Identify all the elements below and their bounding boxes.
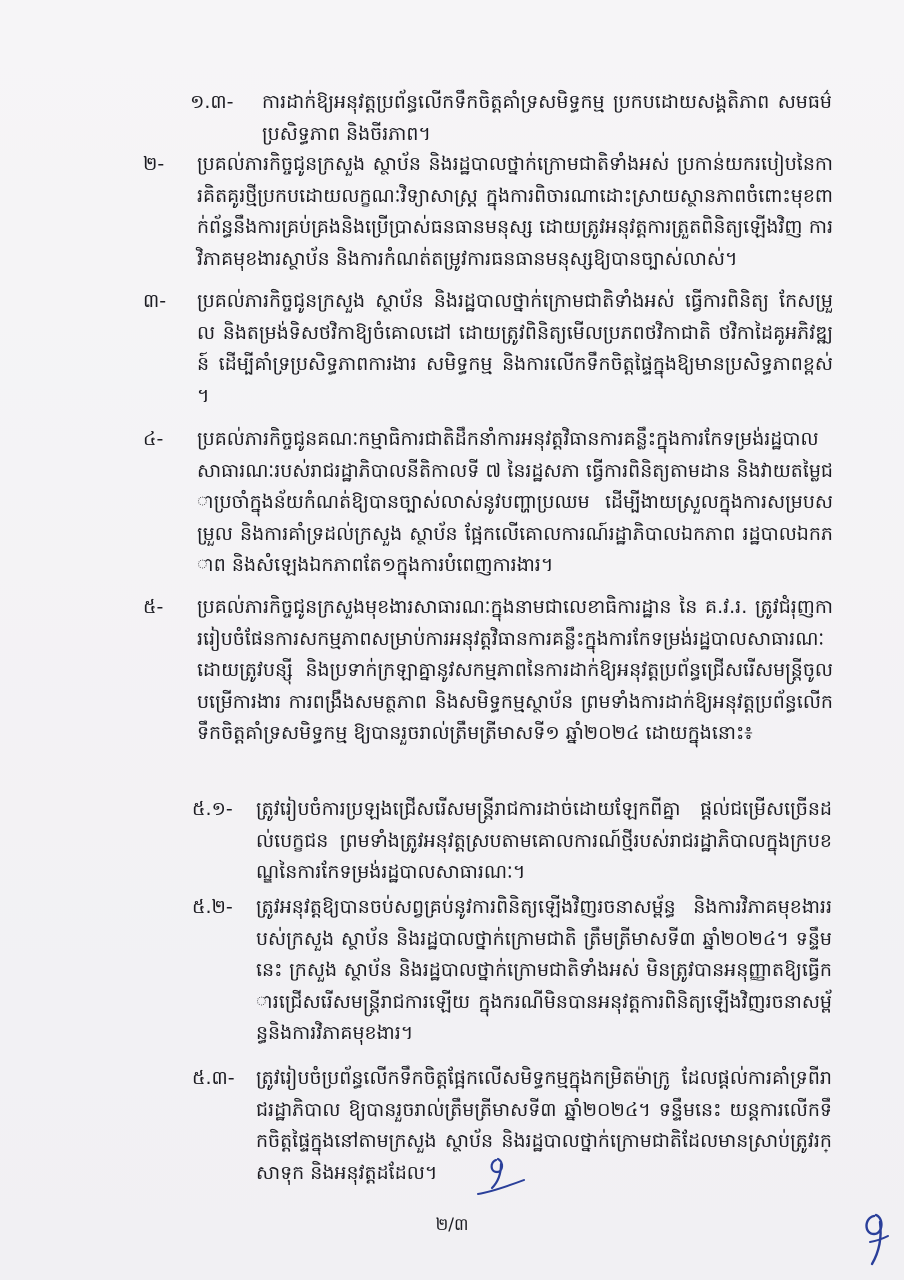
item-text: ប្រគល់ភារកិច្ចជូនក្រសួង ស្ថាប័ន និងរដ្ឋបាលថ្នាក់ក្រោមជាតិទាំងអស់ ធ្វើការពិនិត្យ កែសម្រួល និងតម្រង់ទិសថវិកាឱ្យចំគោលដៅ ដោយត្រូវពិនិត្យមើលប្រភពថវិកាជាតិ ថវិកាដៃគូអភិវឌ្ឍន៍ ដើម្បីគាំទ្រប្រសិទ្ធភាពការងារ សមិទ្ធកម្ម និងការលើកទឹកចិត្តផ្ទៃក្នុងឱ្យមានប្រសិទ្ធភាពខ្ពស់។ [197,290,833,407]
item-text: ត្រូវរៀបចំប្រព័ន្ធលើកទឹកចិត្តផ្អែកលើសមិទ្ធកម្មក្នុងកម្រិតម៉ាក្រូ ដែលផ្តល់ការគាំទ្រពីរាជរដ្ឋាភិបាល ឱ្យបានរួចរាល់ត្រឹមត្រីមាសទី៣ ឆ្នាំ២០២៤។ ទន្ទឹមនេះ យន្តការលើកទឹកចិត្តផ្ទៃក្នុងនៅតាមក្រសួង ស្ថាប័ន និងរដ្ឋបាលថ្នាក់ក្រោមជាតិដែលមានស្រាប់ត្រូវរក្សាទុក និងអនុវត្តដដែល។ [256,1067,832,1184]
item-text: ប្រគល់ភារកិច្ចជូនគណៈកម្មាធិការជាតិដឹកនាំការអនុវត្តវិធានការគន្លឹះក្នុងការកែទម្រង់រដ្ឋបាលសាធារណៈរបស់រាជរដ្ឋាភិបាលនីតិកាលទី ៧ នៃរដ្ឋសភា ធ្វើការពិនិត្យតាមដាន និងវាយតម្លៃជាប្រចាំក្នុងន័យកំណត់ឱ្យបានច្បាស់លាស់នូវបញ្ហាប្រឈម ដើម្បីងាយស្រួលក្នុងការសម្របសម្រួល និងការគាំទ្រដល់ក្រសួង ស្ថាប័ន ផ្អែកលើគោលការណ៍រដ្ឋាភិបាលឯកភាព រដ្ឋបាលឯកភាព និងសំឡេងឯកភាពតែ១ក្នុងការបំពេញការងារ។ [197,428,833,576]
item-number: ៥.១- [192,798,233,820]
item-number: ៥.២- [192,896,233,918]
item-number: ១.៣- [190,91,234,113]
item-number: ៤- [143,428,164,450]
item-number: ៥- [143,596,164,618]
page-number: ២/៣ [435,1215,469,1235]
item-text: ប្រគល់ភារកិច្ចជូនក្រសួង ស្ថាប័ន និងរដ្ឋបាលថ្នាក់ក្រោមជាតិទាំងអស់ ប្រកាន់យករបៀបនៃការគិតគូរថ្មីប្រកបដោយលក្ខណៈវិទ្យាសាស្ត្រ ក្នុងការពិចារណាដោះស្រាយស្ថានភាពចំពោះមុខពាក់ព័ន្ធនឹងការគ្រប់គ្រងនិងប្រើប្រាស់ធនធានមនុស្ស ដោយត្រូវអនុវត្តការត្រួតពិនិត្យឡើងវិញ ការវិភាគមុខងារស្ថាប័ន និងការកំណត់តម្រូវការធនធានមនុស្សឱ្យបានច្បាស់លាស់។ [197,153,833,270]
item-text: ត្រូវរៀបចំការប្រឡងជ្រើសរើសមន្ត្រីរាជការដាច់ដោយឡែកពីគ្នា ផ្តល់ជម្រើសច្រើនដល់បេក្ខជន ព្រមទាំងត្រូវអនុវត្តស្របតាមគោលការណ៍ថ្មីរបស់រាជរដ្ឋាភិបាលក្នុងក្របខណ្ឌនៃការកែទម្រង់រដ្ឋបាលសាធារណៈ។ [256,798,832,883]
item-number: ២- [143,153,165,175]
item-text: ត្រូវអនុវត្តឱ្យបានចប់សព្វគ្រប់នូវការពិនិត្យឡើងវិញរចនាសម្ព័ន្ធ និងការវិភាគមុខងាររបស់ក្រសួង ស្ថាប័ន និងរដ្ឋបាលថ្នាក់ក្រោមជាតិ ត្រឹមត្រីមាសទី៣ ឆ្នាំ២០២៤។ ទន្ទឹមនេះ ក្រសួង ស្ថាប័ន និងរដ្ឋបាលថ្នាក់ក្រោមជាតិទាំងអស់ មិនត្រូវបានអនុញ្ញាតឱ្យធ្វើការជ្រើសរើសមន្ត្រីរាជការឡើយ ក្នុងករណីមិនបានអនុវត្តការពិនិត្យឡើងវិញរចនាសម្ព័ន្ធនិងការវិភាគមុខងារ។ [256,896,832,1044]
item-number: ៥.៣- [192,1067,235,1089]
handwritten-initial-mark [470,1150,530,1200]
item-number: ៣- [143,290,167,312]
item-text: ការដាក់ឱ្យអនុវត្តប្រព័ន្ធលើកទឹកចិត្តគាំទ្រសមិទ្ធកម្ម ប្រកបដោយសង្គតិភាព សមធម៌ ប្រសិទ្ធភាព និងចីរភាព។ [262,91,832,145]
item-text: ប្រគល់ភារកិច្ចជូនក្រសួងមុខងារសាធារណៈក្នុងនាមជាលេខាធិការដ្ឋាន នៃ គ.វ.រ. ត្រូវជំរុញការរៀបចំផែនការសកម្មភាពសម្រាប់ការអនុវត្តវិធានការគន្លឹះក្នុងការកែទម្រង់រដ្ឋបាលសាធារណៈដោយត្រូវបន្ស៊ី និងប្រទាក់ក្រឡាគ្នានូវសកម្មភាពនៃការដាក់ឱ្យអនុវត្តប្រព័ន្ធជ្រើសរើសមន្ត្រីចូលបម្រើការងារ ការពង្រឹងសមត្ថភាព និងសមិទ្ធកម្មស្ថាប័ន ព្រមទាំងការដាក់ឱ្យអនុវត្តប្រព័ន្ធលើកទឹកចិត្តគាំទ្រសមិទ្ធកម្ម ឱ្យបានរួចរាល់ត្រឹមត្រីមាសទី១ ឆ្នាំ២០២៤ ដោយក្នុងនោះ៖ [197,596,833,744]
handwritten-corner-mark [852,1208,898,1270]
